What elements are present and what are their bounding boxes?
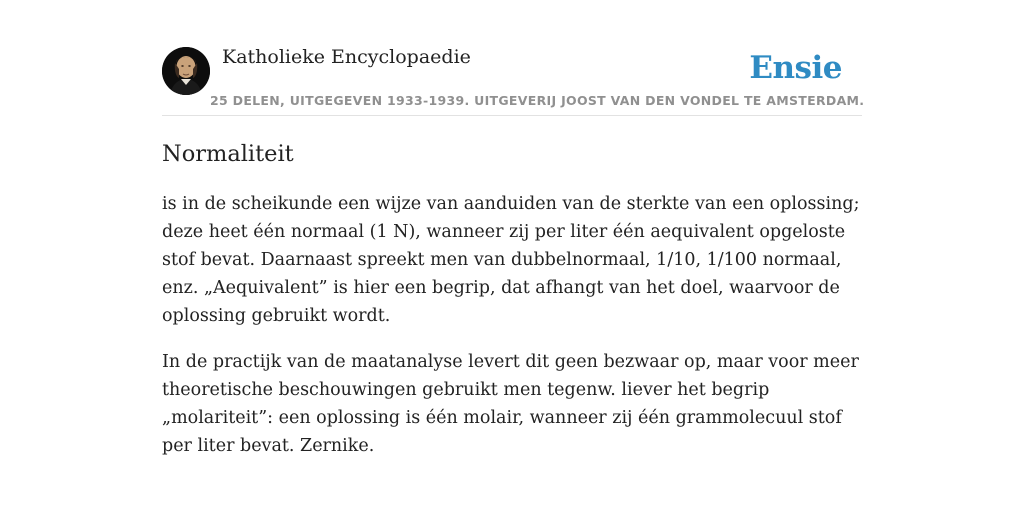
site-header [162, 46, 865, 116]
header-divider [162, 115, 862, 116]
portrait-avatar-icon[interactable] [162, 47, 210, 95]
publication-subtitle: 25 DELEN, UITGEGEVEN 1933-1939. UITGEVERIJ JOOST VAN DEN VONDEL TE AMSTERDAM. [210, 93, 865, 108]
article-title: Normaliteit [162, 141, 294, 167]
article-paragraph: is in de scheikunde een wijze van aanduiden van de sterkte van een oplossing; deze heet één normaal (1 N), wanneer zij per liter één aequivalent opgeloste stof bevat. Daarnaast spreekt men van dubbelnormaal, 1/10, 1/100 normaal, enz. „Aequivalent” is hier een begrip, dat afhangt van het doel, waarvoor de oplossing gebruikt wordt. [162, 194, 860, 326]
encyclopedia-title[interactable]: Katholieke Encyclopaedie [222, 46, 471, 68]
article-paragraph: In de practijk van de maatanalyse levert dit geen bezwaar op, maar voor meer theoretische beschouwingen gebruikt men tegenw. liever het begrip „molariteit”: een oplossing is één molair, wanneer zij één grammolecuul stof per liter bevat. Zernike. [162, 352, 859, 456]
ensie-logo[interactable]: Ensie [749, 50, 842, 86]
article [162, 138, 864, 478]
